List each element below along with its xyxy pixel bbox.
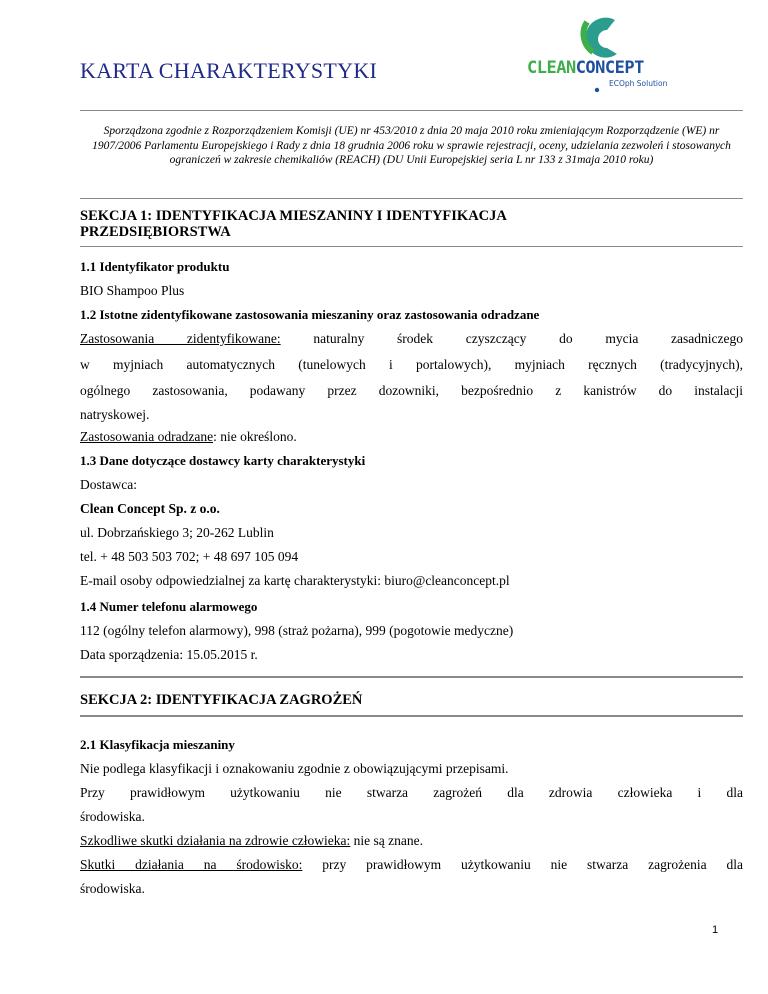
subsection-2-1-title: 2.1 Klasyfikacja mieszaniny (80, 737, 235, 752)
environment-effects-line-1: Skutki działania na środowisko: przy prawidłowym użytkowaniu nie stwarza zagrożenia dla (80, 857, 743, 872)
environment-effects-line-2: środowiska. (80, 881, 145, 896)
section-2-title: SEKCJA 2: IDENTYFIKACJA ZAGROŻEŃ (80, 692, 363, 708)
emergency-numbers: 112 (ogólny telefon alarmowy), 998 (straż pożarna), 999 (pogotowie medyczne) (80, 623, 514, 638)
divider (80, 715, 743, 717)
classification-line-1: Nie podlega klasyfikacji i oznakowaniu zgodnie z obowiązującymi przepisami. (80, 761, 509, 776)
health-effects: Szkodliwe skutki działania na zdrowie człowieka: nie są znane. (80, 833, 424, 848)
subsection-1-2-title: 1.2 Istotne zidentyfikowane zastosowania mieszaniny oraz zastosowania odradzane (80, 307, 540, 322)
uses-line-2: w myjniach automatycznych (tunelowych i portalowych), myjniach ręcznych (tradycyjnych), (80, 357, 743, 372)
supplier-email: E-mail osoby odpowiedzialnej za kartę charakterystyki: biuro@cleanconcept.pl (80, 573, 510, 588)
logo-tagline: ECOph Solution (609, 79, 668, 88)
product-name: BIO Shampoo Plus (80, 283, 185, 298)
company-logo (527, 8, 677, 98)
divider (80, 676, 743, 678)
section-1-title: SEKCJA 1: IDENTYFIKACJA MIESZANINY I IDENTYFIKACJA PRZEDSIĘBIORSTWA (80, 208, 507, 240)
page-number: 1 (712, 924, 719, 936)
regulation-note: Sporządzona zgodnie z Rozporządzeniem Komisji (UE) nr 453/2010 z dnia 20 maja 2010 roku zmieniającym Rozporządzenie (WE) nr 1907/2006 Parlamentu Europejskiego i Rady z dnia 18 grudnia 2006 roku w sprawie rejestracji, oceny, udzielania zezwoleń i stosowanych ograniczeń w zakresie chemikaliów (REACH) (DU Unii Europejskiej seria L nr 133 z 31maja 2010 roku) (92, 125, 731, 166)
divider (80, 110, 743, 111)
supplier-label: Dostawca: (80, 477, 137, 492)
classification-line-2: Przy prawidłowym użytkowaniu nie stwarza zagrożeń dla zdrowia człowieka i dla (80, 785, 743, 800)
preparation-date: Data sporządzenia: 15.05.2015 r. (80, 647, 258, 662)
supplier-address: ul. Dobrzańskiego 3; 20-262 Lublin (80, 525, 274, 540)
subsection-1-3-title: 1.3 Dane dotyczące dostawcy karty charakterystyki (80, 453, 366, 468)
supplier-name: Clean Concept Sp. z o.o. (80, 501, 220, 516)
uses-line-4: natryskowej. (80, 407, 150, 422)
uses-line-3: ogólnego zastosowania, podawany przez dozowniki, bezpośrednio z kanistrów do instalacji (80, 383, 743, 398)
divider (80, 246, 743, 247)
classification-line-3: środowiska. (80, 809, 145, 824)
advised-against-uses: Zastosowania odradzane: nie określono. (80, 429, 297, 444)
uses-line-1: Zastosowania zidentyfikowane: naturalny środek czyszczący do mycia zasadniczego (80, 331, 743, 346)
logo-wordmark: CLEANCONCEPT (527, 58, 644, 78)
document-title: KARTA CHARAKTERYSTYKI (80, 58, 378, 83)
supplier-phone: tel. + 48 503 503 702; + 48 697 105 094 (80, 549, 299, 564)
subsection-1-1-title: 1.1 Identyfikator produktu (80, 259, 230, 274)
subsection-1-4-title: 1.4 Numer telefonu alarmowego (80, 599, 258, 614)
divider (80, 198, 743, 199)
